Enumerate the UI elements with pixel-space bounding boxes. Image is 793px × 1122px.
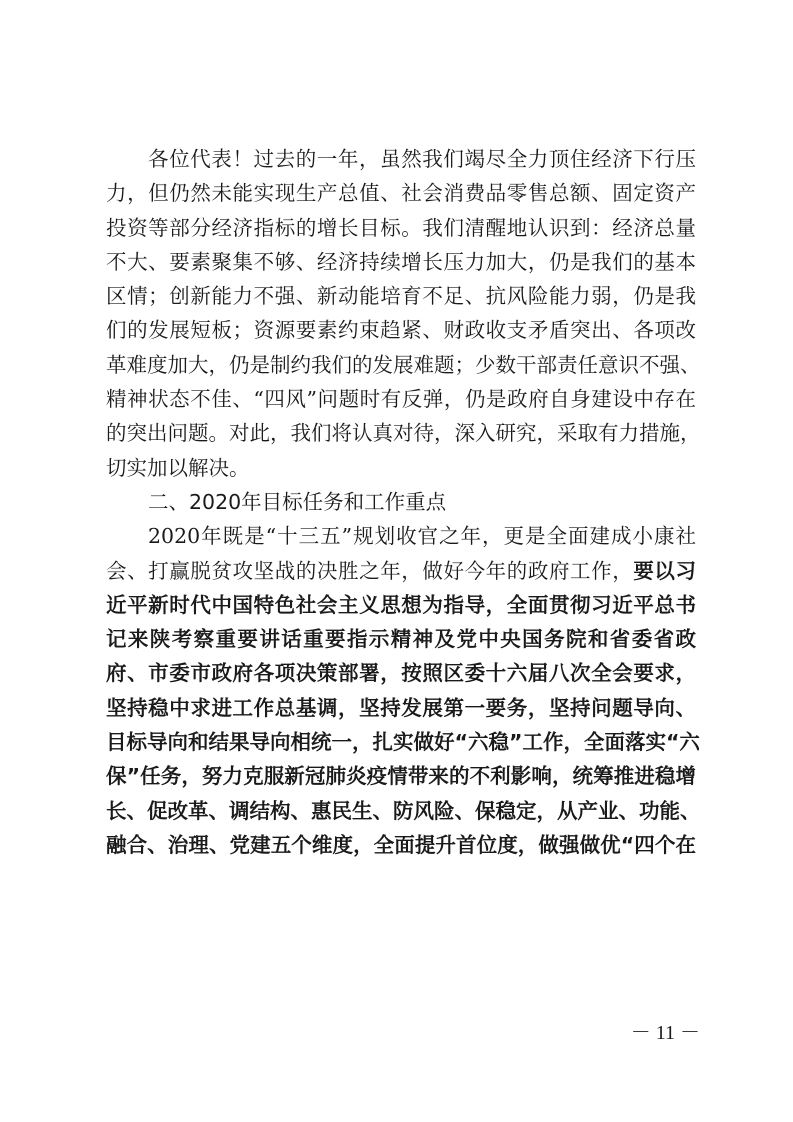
bold-paragraph-line: 记来陕考察重要讲话重要指示精神及党中央国务院和省委省政	[106, 627, 696, 652]
bold-paragraph-line: 长、促改革、调结构、惠民生、防风险、保稳定，从产业、功能、	[106, 798, 701, 823]
bold-paragraph-line: 融合、治理、党建五个维度，全面提升首位度，做强做优“四个在	[106, 832, 696, 857]
page-number: － 11 －	[630, 1022, 700, 1044]
paragraph-line-mixed	[106, 554, 696, 588]
bold-paragraph-line: 目标导向和结果导向相统一，扎实做好“六稳”工作，全面落实“六	[106, 730, 700, 755]
bold-paragraph-line: 近平新时代中国特色社会主义思想为指导，全面贯彻习近平总书	[106, 592, 696, 617]
paragraph-line: 切实加以解决。	[106, 455, 250, 480]
paragraph-line: 的突出问题。对此，我们将认真对待，深入研究，采取有力措施，	[106, 421, 701, 446]
paragraph-line: 区情；创新能力不强、新动能培育不足、抗风险能力弱，仍是我	[106, 284, 696, 309]
paragraph-line: 革难度加大，仍是制约我们的发展难题；少数干部责任意识不强、	[106, 352, 701, 377]
paragraph-line: 2020年既是“十三五”规划收官之年，更是全面建成小康社	[148, 524, 696, 549]
bold-text: 要以习	[633, 558, 697, 583]
bold-paragraph-line: 府、市委市政府各项决策部署，按照区委十六届八次全会要求，	[106, 661, 696, 686]
paragraph-line: 各位代表！过去的一年，虽然我们竭尽全力顶住经济下行压	[148, 147, 696, 171]
paragraph-line: 们的发展短板；资源要素约束趋紧、财政收支矛盾突出、各项改	[106, 318, 696, 343]
paragraph-line: 力，但仍然未能实现生产总值、社会消费品零售总额、固定资产	[106, 181, 696, 206]
paragraph-line: 精神状态不佳、“四风”问题时有反弹，仍是政府自身建设中存在	[106, 387, 696, 412]
bold-paragraph-line: 坚持稳中求进工作总基调，坚持发展第一要务，坚持问题导向、	[106, 695, 696, 720]
bold-paragraph-line: 保”任务，努力克服新冠肺炎疫情带来的不利影响，统筹推进稳增	[106, 764, 696, 789]
paragraph-line: 投资等部分经济指标的增长目标。我们清醒地认识到：经济总量	[106, 215, 696, 240]
body-text	[106, 142, 701, 862]
normal-text: 会、打赢脱贫攻坚战的决胜之年，做好今年的政府工作，	[106, 558, 634, 583]
paragraph-line: 不大、要素聚集不够、经济持续增长压力加大，仍是我们的基本	[106, 249, 696, 274]
section-heading: 二、2020年目标任务和工作重点	[148, 489, 447, 514]
